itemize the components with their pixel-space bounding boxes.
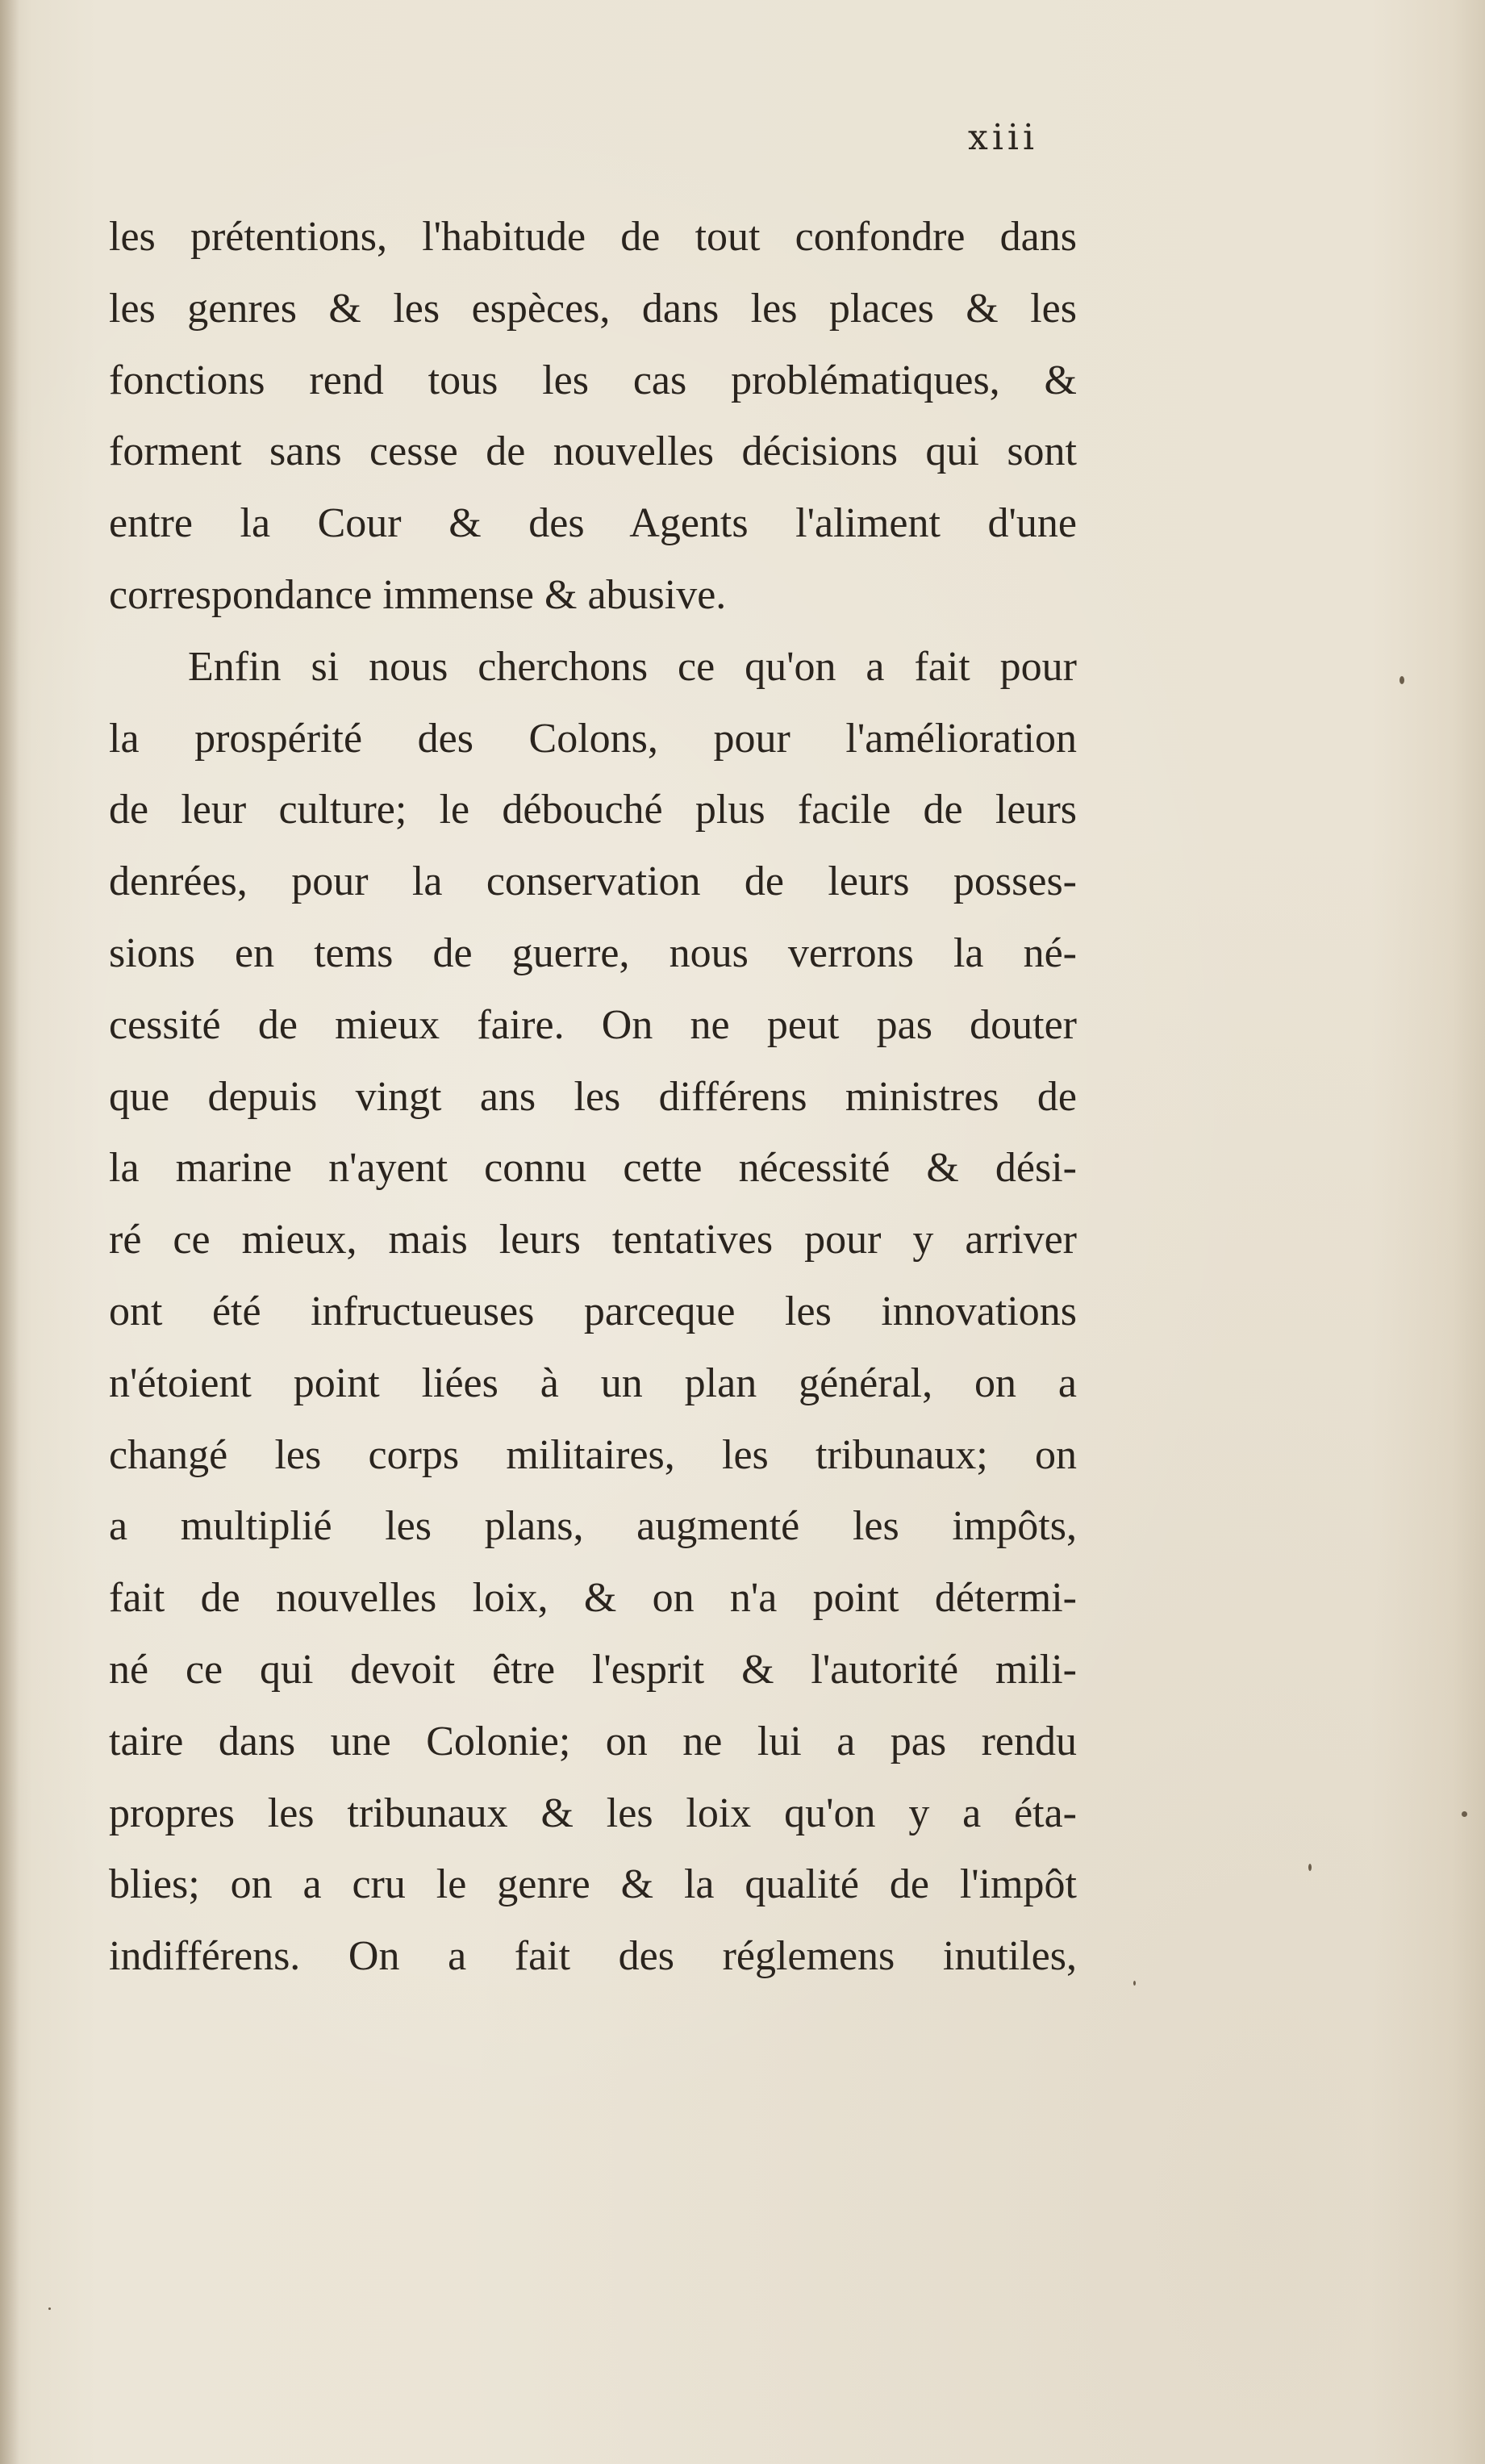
text-line: de leur culture; le débouché plus facile de leurs bbox=[109, 787, 1077, 833]
text-line: changé les corps militaires, les tribunaux; on bbox=[109, 1431, 1077, 1478]
text-line: a multiplié les plans, augmenté les impôts, bbox=[109, 1503, 1077, 1550]
text-line: entre la Cour & des Agents l'aliment d'une bbox=[109, 500, 1077, 547]
text-line: denrées, pour la conservation de leurs posses- bbox=[109, 858, 1077, 905]
text-line: la prospérité des Colons, pour l'amélioration bbox=[109, 715, 1077, 762]
paper-speck bbox=[48, 2307, 51, 2310]
binding-shadow bbox=[0, 0, 19, 2464]
paragraph-first-line: Enfin si nous cherchons ce qu'on a fait pour bbox=[188, 643, 1077, 690]
text-line: fait de nouvelles loix, & on n'a point détermi- bbox=[109, 1575, 1077, 1622]
text-line: les genres & les espèces, dans les places & les bbox=[109, 285, 1077, 332]
paper-speck bbox=[1462, 1811, 1467, 1817]
text-line: ont été infructueuses parceque les innovations bbox=[109, 1288, 1077, 1334]
paper-speck bbox=[1308, 1864, 1312, 1871]
text-line: fonctions rend tous les cas problématiques, & bbox=[109, 357, 1077, 403]
text-line: forment sans cesse de nouvelles décisions qui sont bbox=[109, 428, 1077, 475]
text-line: ré ce mieux, mais leurs tentatives pour y arriver bbox=[109, 1217, 1077, 1263]
text-line: sions en tems de guerre, nous verrons la né- bbox=[109, 929, 1077, 976]
paper-speck bbox=[1399, 676, 1404, 684]
text-line: n'étoient point liées à un plan général, on a bbox=[109, 1359, 1077, 1406]
text-line: cessité de mieux faire. On ne peut pas douter bbox=[109, 1001, 1077, 1048]
text-line: indifférens. On a fait des réglemens inutiles, bbox=[109, 1933, 1077, 1980]
text-line: la marine n'ayent connu cette nécessité & dési- bbox=[109, 1145, 1077, 1192]
text-line: propres les tribunaux & les loix qu'on y a éta- bbox=[109, 1790, 1077, 1836]
page-number: xiii bbox=[968, 117, 1039, 158]
text-line: les prétentions, l'habitude de tout confondre dans bbox=[109, 214, 1077, 260]
text-line: né ce qui devoit être l'esprit & l'autorité mili- bbox=[109, 1646, 1077, 1693]
body-text bbox=[109, 202, 1077, 1993]
text-line: correspondance immense & abusive. bbox=[109, 571, 727, 618]
text-line: que depuis vingt ans les différens ministres de bbox=[109, 1073, 1077, 1120]
text-line: taire dans une Colonie; on ne lui a pas rendu bbox=[109, 1718, 1077, 1764]
paper-speck bbox=[1133, 1981, 1136, 1986]
text-line: blies; on a cru le genre & la qualité de l'impôt bbox=[109, 1861, 1077, 1908]
